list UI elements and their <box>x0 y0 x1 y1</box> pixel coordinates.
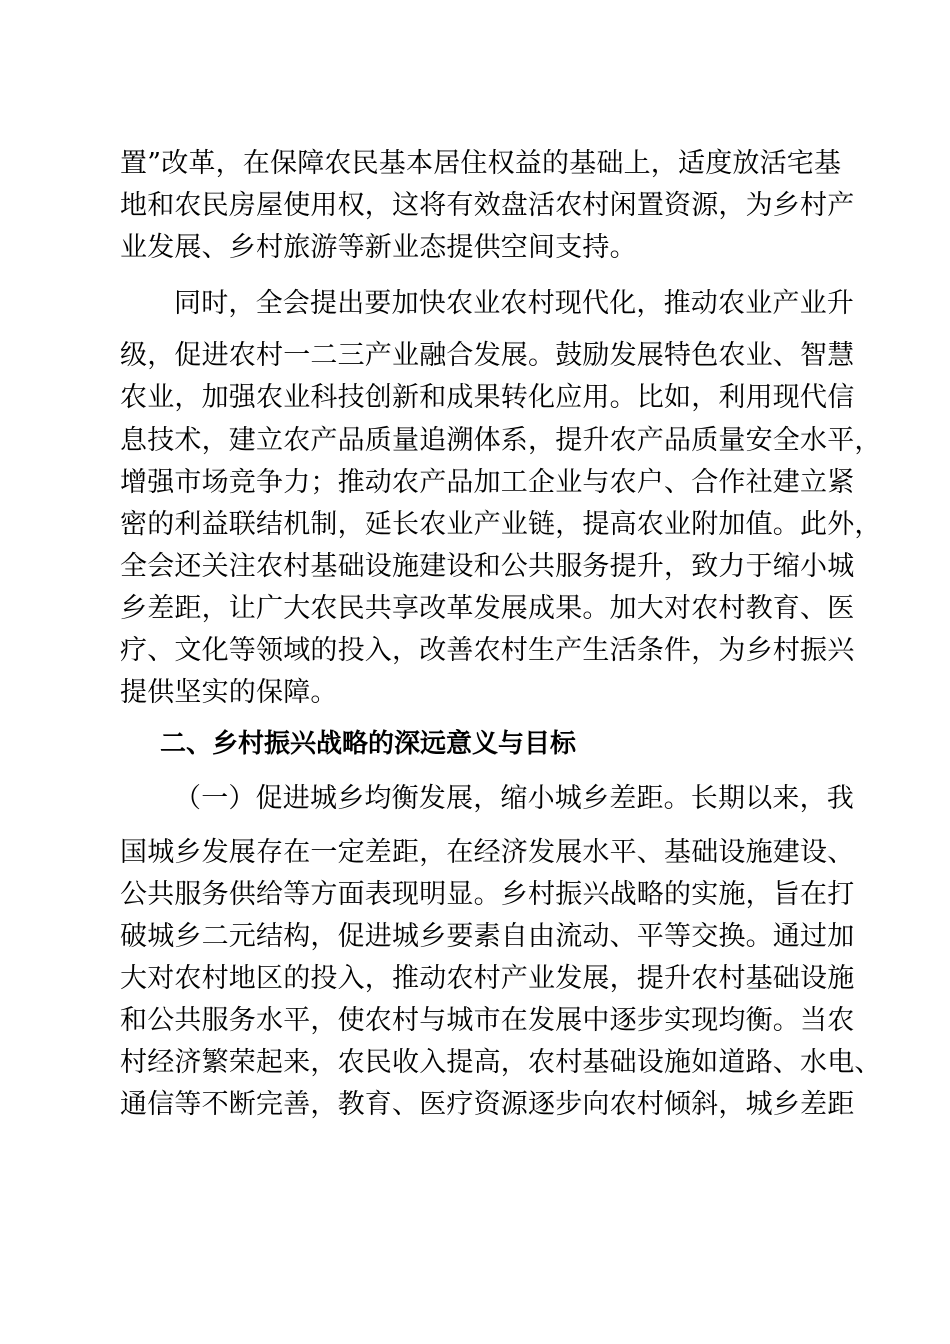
paragraph-line: 置”改革，在保障农民基本居住权益的基础上，适度放活宅基 <box>120 148 842 179</box>
paragraph-line: 地和农民房屋使用权，这将有效盘活农村闲置资源，为乡村产 <box>120 190 855 221</box>
paragraph-line: 农业，加强农业科技创新和成果转化应用。比如，利用现代信 <box>120 382 855 413</box>
paragraph-line: 公共服务供给等方面表现明显。乡村振兴战略的实施，旨在打 <box>120 879 855 910</box>
paragraph-line: （一）促进城乡均衡发展，缩小城乡差距。长期以来，我 <box>174 783 854 814</box>
paragraph-line: 乡差距，让广大农民共享改革发展成果。加大对农村教育、医 <box>120 593 855 624</box>
paragraph-line: 全会还关注农村基础设施建设和公共服务提升，致力于缩小城 <box>120 551 855 582</box>
paragraph-line: 增强市场竞争力；推动农产品加工企业与农户、合作社建立紧 <box>120 467 855 498</box>
paragraph-line: 和公共服务水平，使农村与城市在发展中逐步实现均衡。当农 <box>120 1005 855 1036</box>
paragraph-line: 村经济繁荣起来，农民收入提高，农村基础设施如道路、水电、 <box>120 1047 882 1078</box>
paragraph-line: 密的利益联结机制，延长农业产业链，提高农业附加值。此外， <box>120 509 882 540</box>
paragraph-line: 业发展、乡村旅游等新业态提供空间支持。 <box>120 232 637 263</box>
paragraph-line: 级，促进农村一二三产业融合发展。鼓励发展特色农业、智慧 <box>120 340 855 371</box>
paragraph-line: 通信等不断完善，教育、医疗资源逐步向农村倾斜，城乡差距 <box>120 1089 855 1120</box>
paragraph-line: 国城乡发展存在一定差距，在经济发展水平、基础设施建设、 <box>120 837 855 868</box>
section-heading: 二、乡村振兴战略的深远意义与目标 <box>160 729 577 759</box>
paragraph-line: 疗、文化等领域的投入，改善农村生产生活条件，为乡村振兴 <box>120 635 855 666</box>
paragraph-line: 提供坚实的保障。 <box>120 677 338 708</box>
paragraph-line: 息技术，建立农产品质量追溯体系，提升农产品质量安全水平， <box>120 425 882 456</box>
paragraph-line: 大对农村地区的投入，推动农村产业发展，提升农村基础设施 <box>120 963 855 994</box>
paragraph-line: 同时，全会提出要加快农业农村现代化，推动农业产业升 <box>174 288 854 319</box>
paragraph-line: 破城乡二元结构，促进城乡要素自由流动、平等交换。通过加 <box>120 921 855 952</box>
